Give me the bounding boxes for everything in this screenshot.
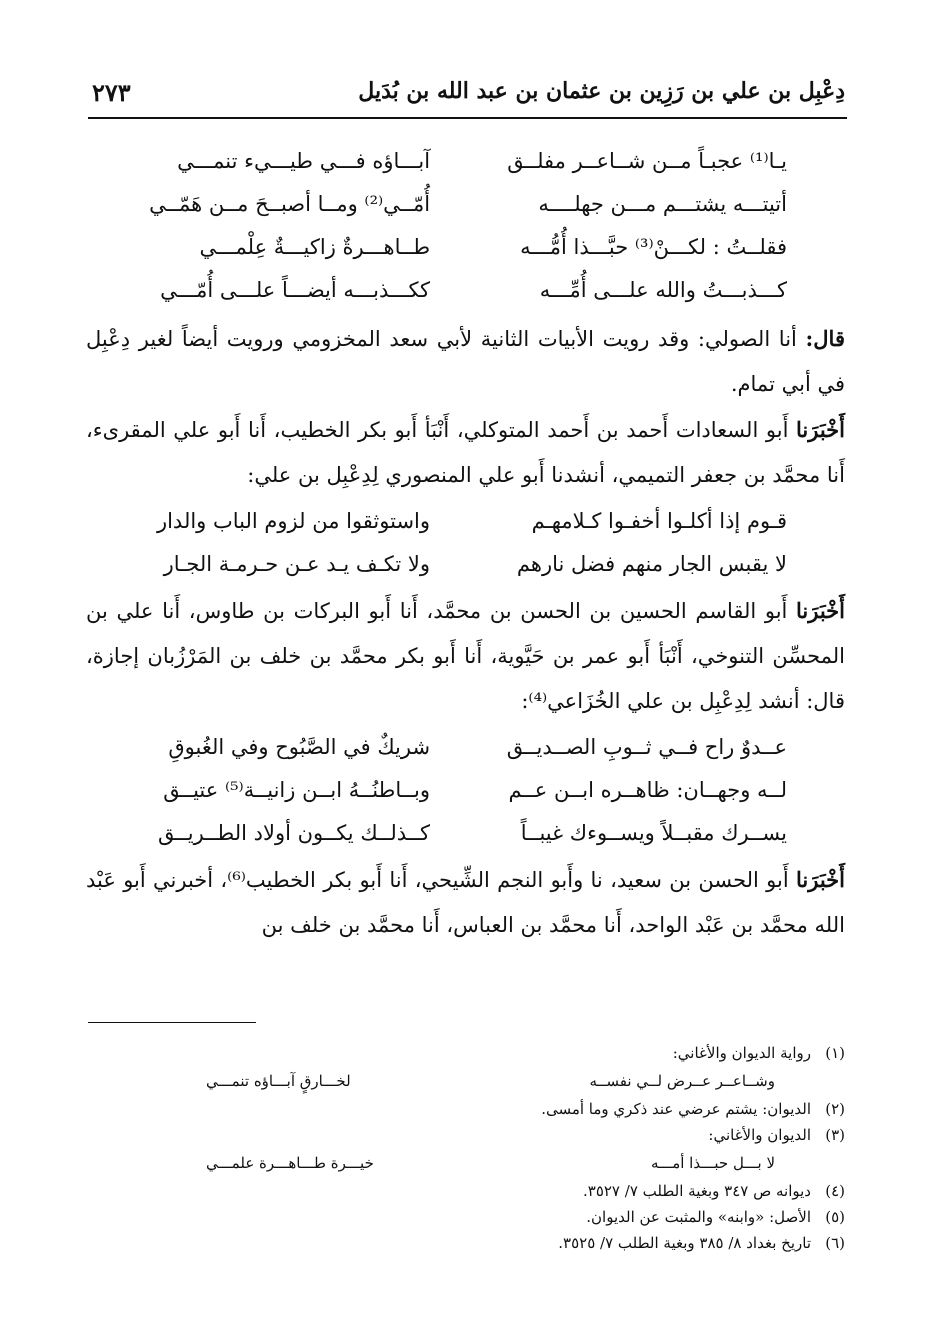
verse-line (126, 543, 787, 586)
verse-line (126, 812, 787, 855)
verse-second-hemistich: ككـــذبـــه أيضـــاً علـــى أُمّـــي (160, 278, 431, 302)
verse-first-hemistich: وشــاعــر عــرض لــي نفســه (589, 1072, 775, 1090)
footnote-text: الديوان: يشتم عرضي عند ذكري وما أمسى. (541, 1100, 811, 1118)
verse-second-hemistich: آبـــاؤه فـــي طيـــيء تنمـــي (177, 149, 431, 173)
verse-second-hemistich: شريكٌ في الصَّبُوح وفي الغُبوقِ (168, 735, 431, 759)
footnote-number: (٦) (825, 1234, 845, 1252)
verse-second-hemistich: طــاهـــرةٌ زاكيـــةٌ عِلْمـــي (199, 235, 431, 259)
verse-line (126, 726, 787, 769)
verse-first-hemistich: عــدوٌ راح فــي ثــوبِ الصــديــق (506, 735, 787, 759)
verse-second-hemistich: لخـــارقٍ آبـــاؤه تنمـــي (206, 1072, 351, 1090)
verse-first-hemistich: لا يقبس الجار منهم فضل نارهم (516, 552, 787, 576)
footnotes (86, 1040, 845, 1256)
verse-first-hemistich: لــه وجهــان: ظاهــره ابــن عــم (508, 778, 787, 802)
running-title: دِعْبِل بن علي بن رَزِين بن عثمان بن عبد الله بن بُدَيل (358, 78, 845, 104)
footnote-verse (86, 1066, 845, 1096)
paragraph-keyword: أَخْبَرَنا (796, 417, 845, 442)
footnote (86, 1096, 845, 1122)
verse-first-hemistich: فقلــتُ : لكـــنْ⁽³⁾ حبَّـــذا أُمُّـــه (520, 235, 787, 259)
paragraph (86, 588, 845, 724)
verse-first-hemistich: لا بـــل حبـــذا أمـــه (650, 1154, 775, 1172)
footnote-number: (١) (825, 1044, 845, 1062)
paragraph-keyword: أَخْبَرَنا (796, 598, 845, 623)
paragraph-text: أَبو السعادات أَحمد بن أَحمد المتوكلي، أَنْبَأ أَبو بكر الخطيب، أَنا أَبو علي المقرىء، أَنا محمَّد بن جعفر التميمي، أنشدنا أَبو علي المنصوري لِدِعْبِل بن علي: (86, 418, 845, 487)
footnote (86, 1178, 845, 1204)
footnote-rule (88, 1022, 256, 1023)
paragraph (86, 857, 845, 948)
paragraph-text: أَبو الحسن بن سعيد، نا وأَبو النجم الشِّيحي، أَنا أَبو بكر الخطيب⁽⁶⁾، أخبرني أَبو عَبْد الله محمَّد بن عَبْد الواحد، أَنا محمَّد بن العباس، أَنا محمَّد بن خلف بن (86, 868, 845, 937)
verse-second-hemistich: ولا تكـف يـد عـن حـرمـة الجـار (163, 552, 431, 576)
footnote-number: (٣) (825, 1126, 845, 1144)
verse-second-hemistich: خيـــرة طـــاهـــرة علمـــي (206, 1154, 374, 1172)
footnote-number: (٥) (825, 1208, 845, 1226)
footnote-text: تاريخ بغداد ٨/ ٣٨٥ وبغية الطلب ٧/ ٣٥٢٥. (558, 1234, 811, 1252)
footnote (86, 1204, 845, 1230)
verse-first-hemistich: يـا⁽¹⁾ عجبـاً مــن شــاعــر مفلــق (507, 149, 787, 173)
verse-second-hemistich: كــذلــك يكــون أولاد الطــريــق (157, 821, 431, 845)
poem-1 (126, 140, 787, 312)
footnote (86, 1230, 845, 1256)
verse-first-hemistich: يســرك مقبــلاً ويســوءك غيبــاً (520, 821, 787, 845)
footnote-text: الأصل: «وابنه» والمثبت عن الديوان. (586, 1208, 811, 1226)
paragraph-text: أنا الصولي: وقد رويت الأبيات الثانية لأبي سعد المخزومي ورويت أيضاً لغير دِعْبِل في أبي تمام. (86, 327, 845, 396)
paragraph (86, 407, 845, 498)
poem-3 (126, 726, 787, 855)
main-text (86, 140, 845, 948)
paragraph (86, 316, 845, 407)
verse-second-hemistich: واستوثقوا من لزوم الباب والدار (156, 509, 431, 533)
verse-line (126, 183, 787, 226)
verse-line (126, 226, 787, 269)
paragraph-text: أَبو القاسم الحسين بن الحسن بن محمَّد، أَنا أَبو البركات بن طاوس، أَنا علي بن المحسِّن التنوخي، أَنْبَأ أَبو عمر بن حَيَّوية، أَنا أَبو بكر محمَّد بن خلف بن المَرْزُبان إجازة، قال: أنشد لِدِعْبِل بن علي الخُزَاعي⁽⁴⁾: (86, 599, 845, 713)
footnote (86, 1040, 845, 1066)
poem-2 (126, 500, 787, 586)
verse-line (126, 140, 787, 183)
verse-second-hemistich: وبــاطنُــهُ ابــن زانيــة⁽⁵⁾ عتيــق (163, 778, 431, 802)
verse-first-hemistich: كـــذبـــتُ والله علـــى أُمِّـــه (539, 278, 787, 302)
header-rule (88, 117, 847, 119)
running-header (92, 74, 845, 114)
footnote-number: (٤) (825, 1182, 845, 1200)
verse-line (126, 500, 787, 543)
footnote-text: رواية الديوان والأغاني: (672, 1044, 811, 1062)
verse-line (126, 269, 787, 312)
verse-second-hemistich: أُمّــي⁽²⁾ ومــا أصبــحَ مــن هَمّــي (149, 192, 431, 216)
paragraph-keyword: قال: (805, 326, 845, 351)
verse-first-hemistich: قـوم إذا أكلـوا أخفـوا كـلامهـم (531, 509, 787, 533)
footnote-verse (86, 1148, 845, 1178)
footnote (86, 1122, 845, 1148)
page-number: ٢٧٣ (92, 78, 131, 107)
verse-first-hemistich: أتيتـــه يشتـــم مـــن جهلــــه (538, 192, 787, 216)
footnote-number: (٢) (825, 1100, 845, 1118)
footnote-text: الديوان والأغاني: (708, 1126, 811, 1144)
verse-line (126, 769, 787, 812)
footnote-text: ديوانه ص ٣٤٧ وبغية الطلب ٧/ ٣٥٢٧. (582, 1182, 811, 1200)
paragraph-keyword: أَخْبَرَنا (796, 867, 845, 892)
